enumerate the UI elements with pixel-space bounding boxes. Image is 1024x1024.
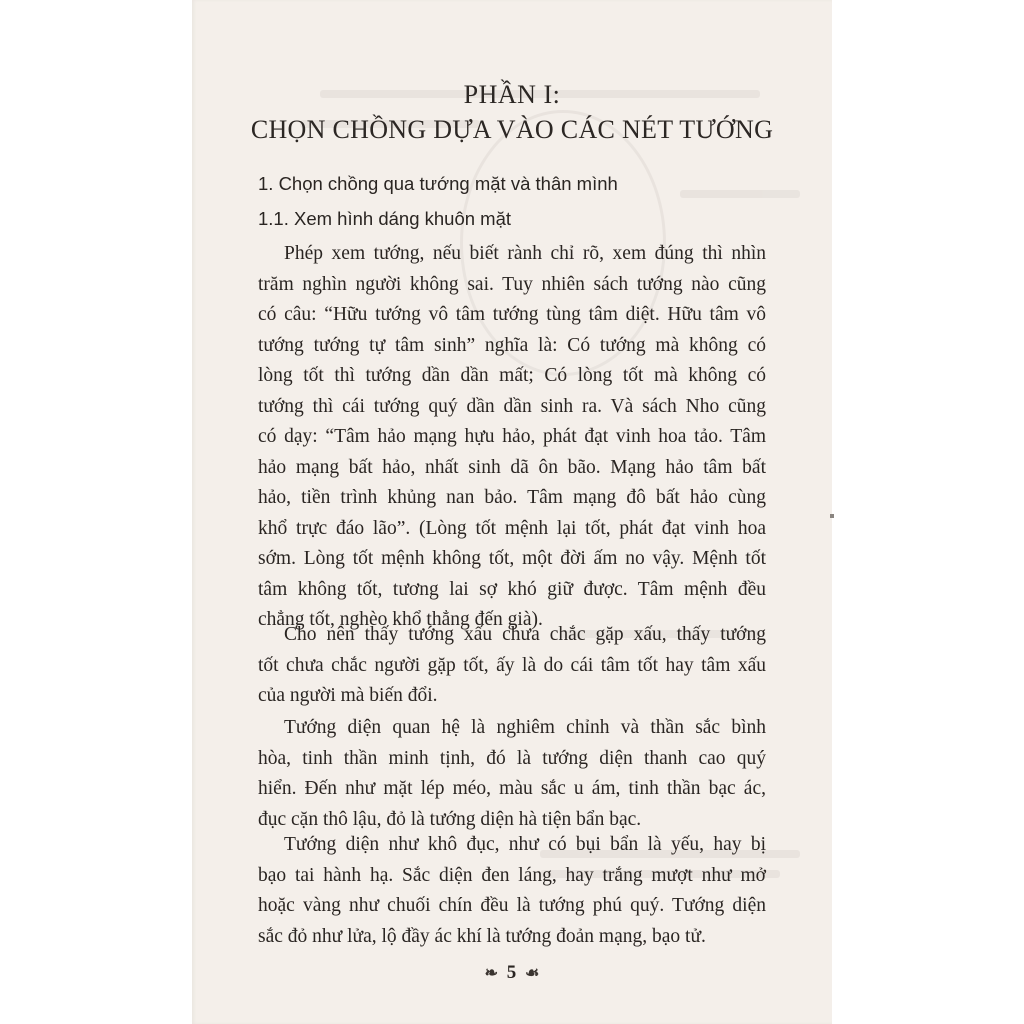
text-line: trăm nghìn người không sai. Tuy nhiên sách tướng nào cũng	[258, 273, 766, 295]
section-heading: 1. Chọn chồng qua tướng mặt và thân mình	[258, 173, 618, 194]
text-line: có dạy: “Tâm hảo mạng hựu hảo, phát đạt vinh hoa tảo. Tâm	[258, 426, 766, 447]
text-line: Tướng diện như khô đục, như có bụi bẩn là yếu, hay bị	[284, 834, 766, 855]
text-line: sắc đỏ như lửa, lộ đầy ác khí là tướng đoản mạng, bạo tử.	[258, 925, 706, 947]
text-line: hảo, tiền trình khủng nan bảo. Tâm mạng đô bất hảo cùng	[258, 487, 766, 508]
ornament-left-icon: ❧	[484, 965, 499, 982]
text-line: Cho nên thấy tướng xấu chưa chắc gặp xấu, thấy tướng	[284, 624, 766, 645]
text-line: lòng tốt thì tướng dần dần mất; Có lòng tốt mà không có	[258, 365, 766, 386]
chapter-title: CHỌN CHỒNG DỰA VÀO CÁC NÉT TƯỚNG	[250, 115, 774, 144]
text-line: tốt chưa chắc người gặp tốt, ấy là do cái tâm tốt hay tâm xấu	[258, 654, 766, 676]
text-line: của người mà biến đổi.	[258, 685, 438, 706]
paragraph-2	[258, 620, 766, 712]
paragraph-3	[258, 713, 766, 835]
text-line: sớm. Lòng tốt mệnh không tốt, một đời ấm no vậy. Mệnh tốt	[258, 548, 766, 569]
text-line: hoặc vàng như chuối chín đều là tướng phú quý. Tướng diện	[258, 895, 766, 916]
part-title: PHẦN I:	[463, 80, 561, 109]
text-line: hiển. Đến như mặt lép méo, màu sắc u ám, tinh thần bạc ác,	[258, 778, 766, 799]
page-edge-mark	[830, 514, 834, 518]
text-line: tướng thì cái tướng quý dần dần sinh ra. Và sách Nho cũng	[258, 395, 766, 417]
ornament-right-icon: ☙	[525, 965, 540, 982]
text-line: hòa, tinh thần minh tịnh, đó là tướng diện thanh cao quý	[258, 747, 766, 769]
text-line: bạo tai hành hạ. Sắc diện đen láng, hay trắng mượt như mở	[258, 864, 766, 886]
text-line: Phép xem tướng, nếu biết rành chỉ rõ, xem đúng thì nhìn	[284, 243, 766, 264]
text-line: chẳng tốt, nghèo khổ thẳng đến già).	[258, 609, 543, 630]
text-line: tướng tướng tự tâm sinh” nghĩa là: Có tướng mà không có	[258, 334, 766, 356]
text-line: khổ trực đáo lão”. (Lòng tốt mệnh lại tốt, phát đạt vinh hoa	[258, 517, 766, 539]
text-line: Tướng diện quan hệ là nghiêm chỉnh và thần sắc bình	[284, 717, 766, 738]
paragraph-4	[258, 830, 766, 952]
text-line: đục cặn thô lậu, đỏ là tướng diện hà tiện bẩn bạc.	[258, 808, 642, 830]
page-number-footer	[258, 962, 766, 984]
subsection-heading: 1.1. Xem hình dáng khuôn mặt	[258, 208, 512, 229]
paragraph-1	[258, 239, 766, 636]
text-line: tâm không tốt, tương lai sợ khó giữ được. Tâm mệnh đều	[258, 578, 766, 600]
page-number: 5	[506, 962, 517, 983]
text-line: có câu: “Hữu tướng vô tâm tướng tùng tâm diệt. Hữu tâm vô	[258, 304, 766, 325]
text-line: hảo mạng bất hảo, nhất sinh dã ôn bão. Mạng hảo tâm bất	[258, 456, 766, 478]
